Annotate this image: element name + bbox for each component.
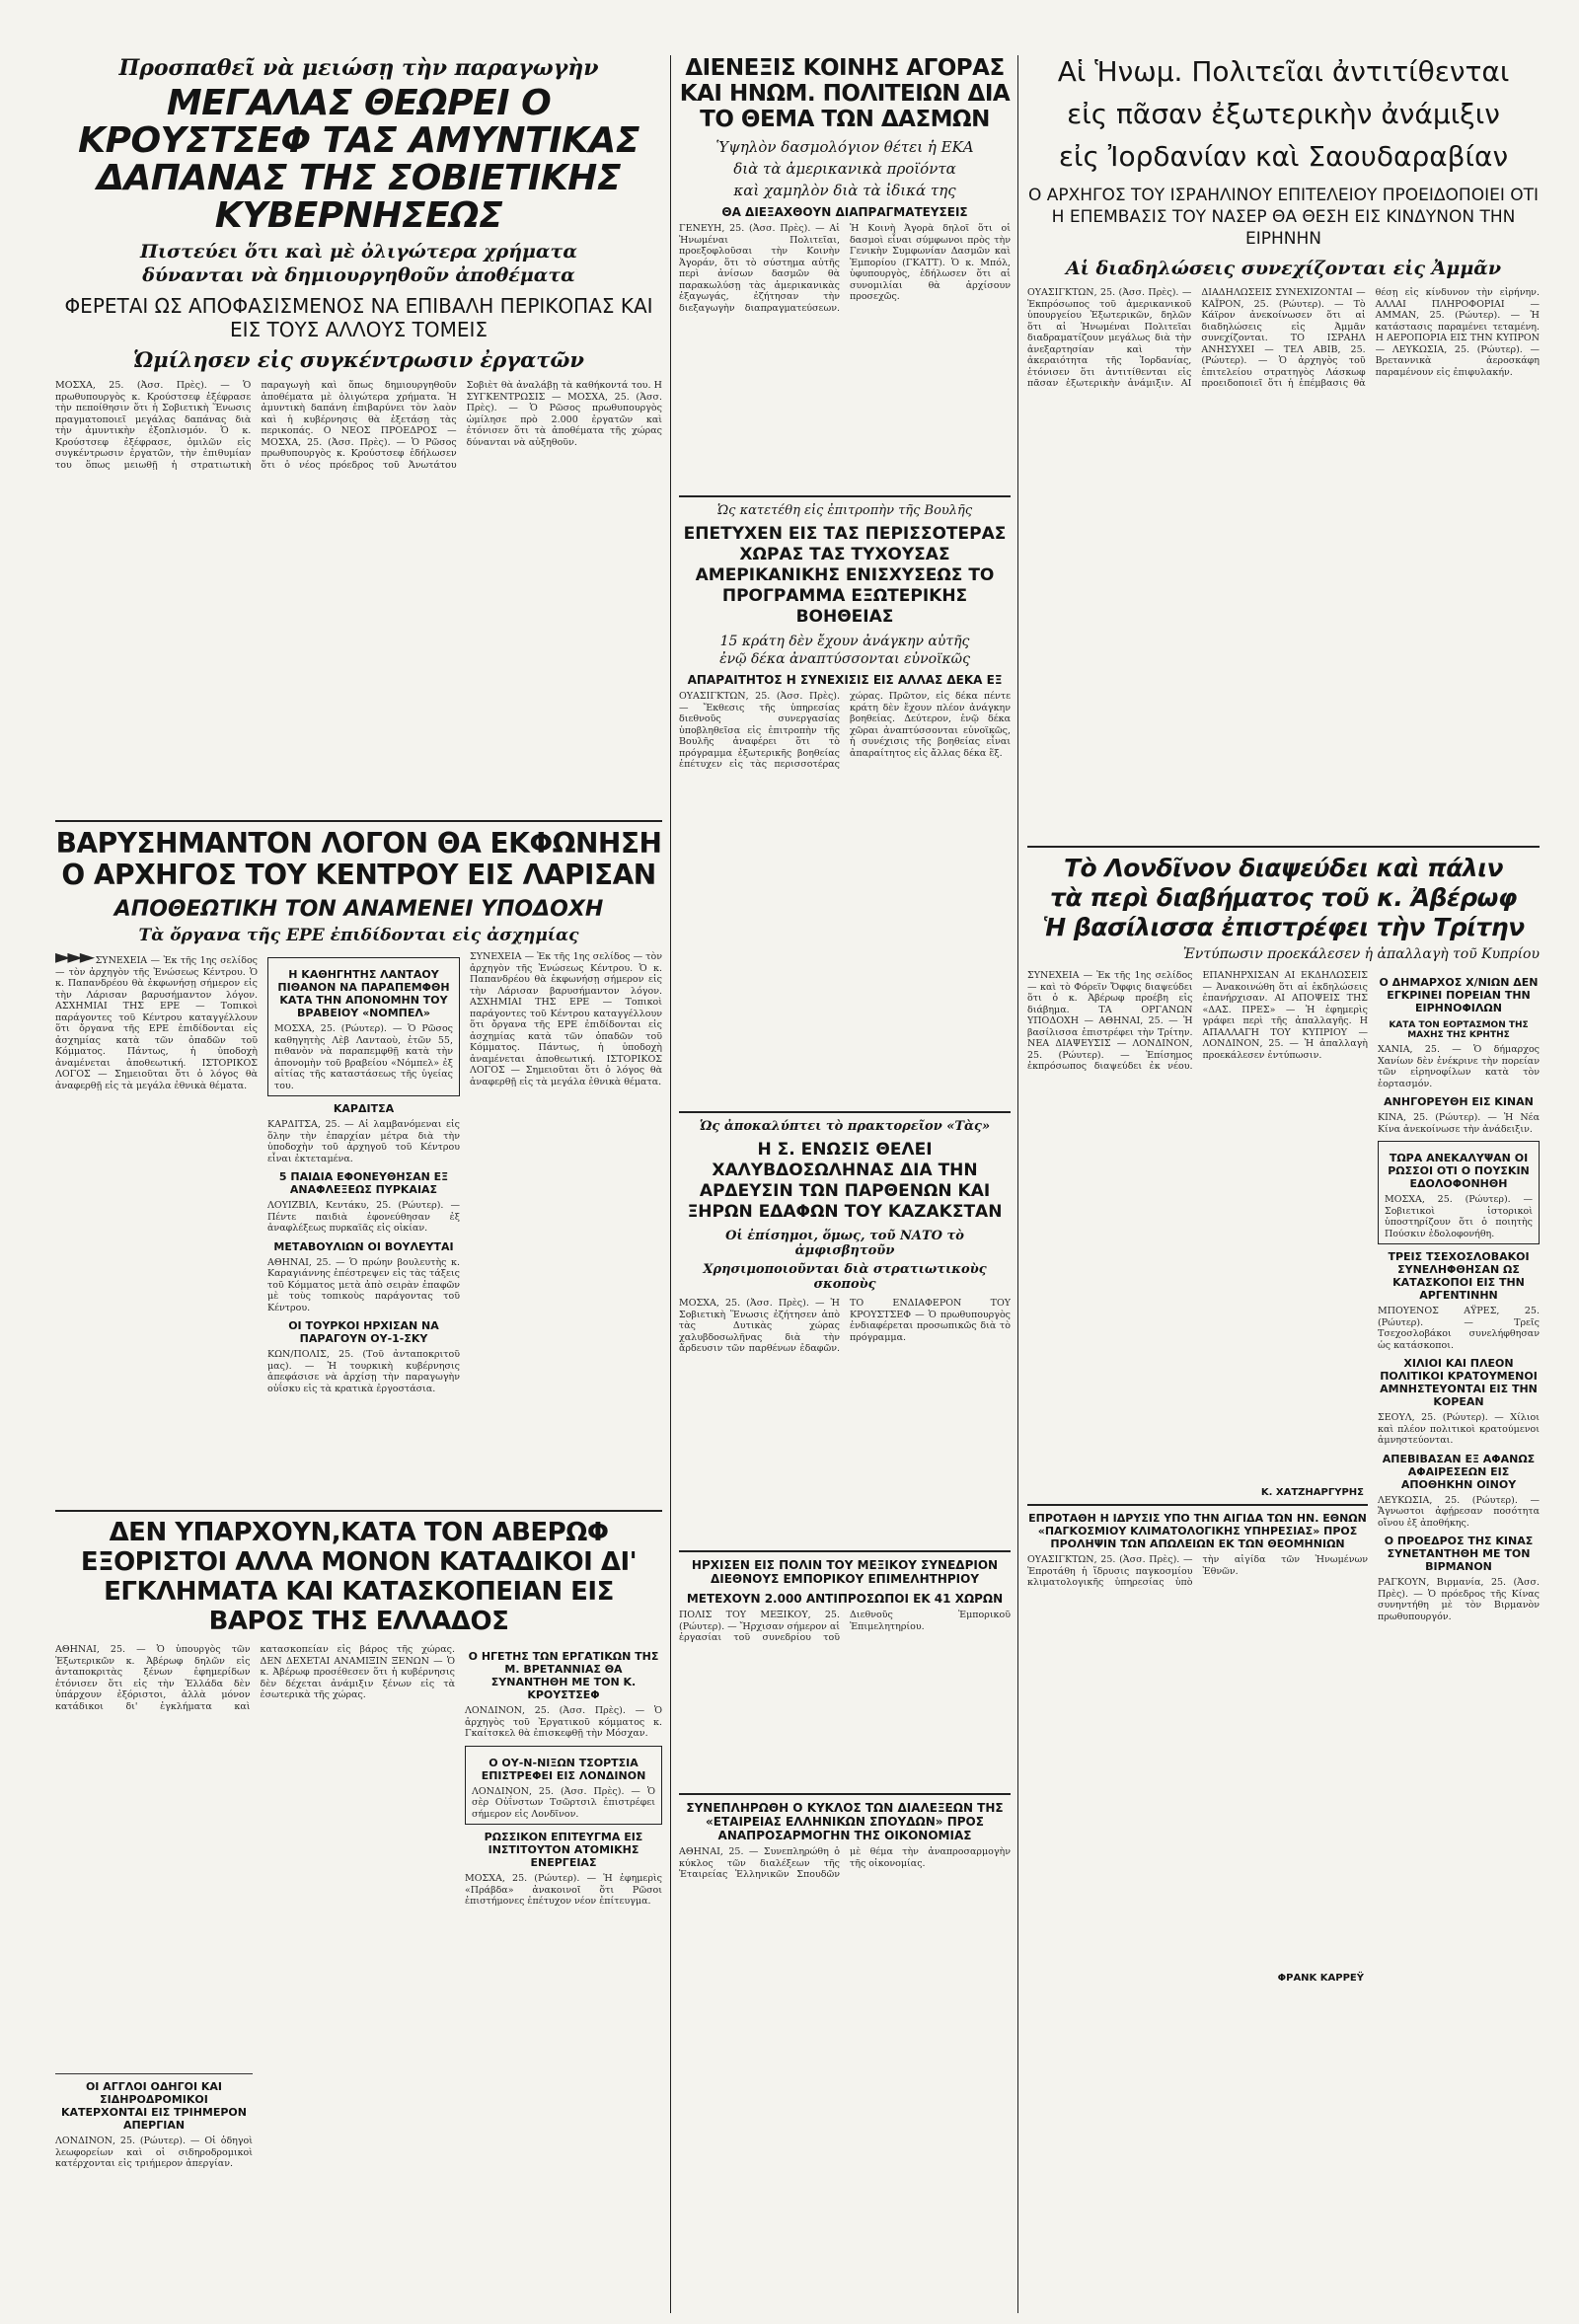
- weather-signature: ΦΡΑΝΚ ΚΑΡΡΕΫ: [1277, 1973, 1364, 1984]
- averof-article: ΑΘΗΝΑΙ, 25. — Ὁ ὑπουργὸς τῶν Ἐξωτερικῶν κ. Ἀβέρωφ δηλῶν εἰς ἀνταποκριτὰς ξένων ἐφημερίδων ἐτόνισεν ὅτι εἰς τὴν Ἑλλάδα δὲν ὑπάρχουν ἐξόριστοι, ἀλλὰ μόνον κατάδικοι δι' ἐγκλήματα καὶ κατασκοπείαν εἰς βάρος τῆς χώρας. ΔΕΝ ΔΕΧΕΤΑΙ ΑΝΑΜΙΞΙΝ ΞΕΝΩΝ — Ὁ κ. Ἀβέρωφ προσέθεσεν ὅτι ἡ κυβέρνησις δὲν δέχεται ἀνάμιξιν ξένων εἰς τὰ ἐσωτερικὰ τῆς χώρας.: [55, 1644, 455, 1712]
- mexico-deck: ΜΕΤΕΧΟΥΝ 2.000 ΑΝΤΙΠΡΟΣΩΠΟΙ ΕΚ 41 ΧΩΡΩΝ: [686, 1592, 1004, 1606]
- weather-article: ΟΥΑΣΙΓΚΤΩΝ, 25. (Ἀσσ. Πρὲς). — Ἐπροτάθη ἡ ἵδρυσις παγκοσμίου κλιματολογικῆς ὑπηρεσίας ὑπὸ τὴν αἰγίδα τῶν Ἡνωμένων Ἐθνῶν.: [1027, 1554, 1368, 1588]
- arrow-bullets-icon: ►►►: [55, 951, 93, 968]
- jordan-headline-1: Αἱ Ἡνωμ. Πολιτεῖαι ἀντιτίθενται: [1057, 55, 1510, 88]
- averof-section: [55, 1644, 662, 2276]
- column-rule-1: [670, 55, 671, 2313]
- tariffs-deck-4: ΘΑ ΔΙΕΞΑΧΘΟΥΝ ΔΙΑΠΡΑΓΜΑΤΕΥΣΕΙΣ: [721, 205, 968, 219]
- jordan-headline-3: εἰς Ἰορδανίαν καὶ Σαουδαραβίαν: [1058, 140, 1509, 173]
- atomic-article: ΜΟΣΧΑ, 25. (Ρώυτερ). — Ἡ ἐφημερὶς «Πράβδα» ἀνακοινοῖ ὅτι Ρῶσοι ἐπιστήμονες ἐπέτυχον νέον ἐπίτευγμα.: [465, 1873, 662, 1907]
- wine-headline: ΑΠΕΒΙΒΑΣΑΝ ΕΞ ΑΦΑΝΩΣ ΑΦΑΙΡΕΣΕΩΝ ΕΙΣ ΑΠΟΘΗΚΗΝ ΟΙΝΟΥ: [1382, 1452, 1536, 1491]
- divider: [55, 820, 662, 822]
- burma-article: ΡΑΓΚΟΥΝ, Βιρμανία, 25. (Ἀσσ. Πρὲς). — Ὁ πρόεδρος τῆς Κίνας συνηντήθη μὲ τὸν Βιρμανὸν πρωθυπουργόν.: [1378, 1577, 1540, 1622]
- kazakh-deck-2: Χρησιμοποιοῦνται διὰ στρατιωτικοὺς σκοποὺς: [703, 1262, 987, 1292]
- leader-headline: Ο ΗΓΕΤΗΣ ΤΩΝ ΕΡΓΑΤΙΚΩΝ ΤΗΣ Μ. ΒΡΕΤΑΝΝΙΑΣ ΘΑ ΣΥΝΑΝΤΗΘΗ ΜΕ ΤΟΝ Κ. ΚΡΟΥΣΤΣΕΦ: [468, 1650, 659, 1701]
- jordan-deck-1: Ο ΑΡΧΗΓΟΣ ΤΟΥ ΙΣΡΑΗΛΙΝΟΥ ΕΠΙΤΕΛΕΙΟΥ ΠΡΟΕΙΔΟΠΟΙΕΙ ΟΤΙ Η ΕΠΕΜΒΑΣΙΣ ΤΟΥ ΝΑΣΕΡ ΘΑ ΘΕΣΗ ΕΙΣ ΚΙΝΔΥΝΟΝ ΤΗΝ ΕΙΡΗΝΗΝ: [1027, 186, 1540, 249]
- column-right: [1027, 55, 1540, 2135]
- korea-article: ΣΕΟΥΛ, 25. (Ρώυτερ). — Χίλιοι καὶ πλέον πολιτικοὶ κρατούμενοι ἀμνηστεύονται.: [1378, 1412, 1540, 1446]
- pushkin-box: [1378, 1141, 1540, 1244]
- crete-headline: Ο ΔΗΜΑΡΧΟΣ Χ/ΝΙΩΝ ΔΕΝ ΕΓΚΡΙΝΕΙ ΠΟΡΕΙΑΝ ΤΗΝ ΕΙΡΗΝΟΦΙΛΩΝ: [1379, 976, 1539, 1014]
- china-headline: ΑΝΗΓΟΡΕΥΘΗ ΕΙΣ ΚΙΝΑΝ: [1384, 1095, 1534, 1108]
- jordan-deck-2: Αἱ διαδηλώσεις συνεχίζονται εἰς Ἀμμᾶν: [1065, 258, 1502, 279]
- tariffs-headline: ΔΙΕΝΕΞΙΣ ΚΟΙΝΗΣ ΑΓΟΡΑΣ ΚΑΙ ΗΝΩΜ. ΠΟΛΙΤΕΙΩΝ ΔΙΑ ΤΟ ΘΕΜΑ ΤΩΝ ΔΑΣΜΩΝ: [679, 55, 1011, 132]
- landau-article: ΜΟΣΧΑ, 25. (Ρώυτερ). — Ὁ Ρῶσος καθηγητὴς Λὲβ Λανταοὺ, ἐτῶν 55, πιθανὸν νὰ παραπεμφθῇ κατὰ τὴν ἀπονομὴν τοῦ βραβείου «Νόμπελ» ἐξ αἰτίας τῆς καταστάσεως τῆς ὑγείας του.: [274, 1023, 453, 1091]
- leroy-headline: ΒΑΡΥΣΗΜΑΝΤΟΝ ΛΟΓΟΝ ΘΑ ΕΚΦΩΝΗΣΗ Ο ΑΡΧΗΓΟΣ ΤΟΥ ΚΕΝΤΡΟΥ ΕΙΣ ΛΑΡΙΣΑΝ: [55, 827, 662, 891]
- turks-headline: ΟΙ ΤΟΥΡΚΟΙ ΗΡΧΙΣΑΝ ΝΑ ΠΑΡΑΓΟΥΝ ΟΥ-1-ΣΚΥ: [288, 1319, 439, 1345]
- divider: [1027, 846, 1540, 848]
- averof-headline: ΔΕΝ ΥΠΑΡΧΟΥΝ,ΚΑΤΑ ΤΟΝ ΑΒΕΡΩΦ ΕΞΟΡΙΣΤΟΙ ΑΛΛΑ ΜΟΝΟΝ ΚΑΤΑΔΙΚΟΙ ΔΙ' ΕΓΚΛΗΜΑΤΑ ΚΑΙ ΚΑΤΑΣΚΟΠΕΙΑΝ ΕΙΣ ΒΑΡΟΣ ΤΗΣ ΕΛΛΑΔΟΣ: [80, 1518, 638, 1636]
- london-section: [1027, 970, 1540, 2135]
- aid-headline: ΕΠΕΤΥΧΕΝ ΕΙΣ ΤΑΣ ΠΕΡΙΣΣΟΤΕΡΑΣ ΧΩΡΑΣ ΤΑΣ ΤΥΧΟΥΣΑΣ ΑΜΕΡΙΚΑΝΙΚΗΣ ΕΝΙΣΧΥΣΕΩΣ ΤΟ ΠΡΟΓΡΑΜΜΑ ΕΞΩΤΕΡΙΚΗΣ ΒΟΗΘΕΙΑΣ: [683, 524, 1007, 627]
- london-headline-3: Ἡ βασίλισσα ἐπιστρέφει τὴν Τρίτην: [1042, 913, 1525, 941]
- tariffs-deck-2: διὰ τὰ ἀμερικανικὰ προϊόντα: [733, 160, 956, 178]
- children-headline: 5 ΠΑΙΔΙΑ ΕΦΟΝΕΥΘΗΣΑΝ ΕΞ ΑΝΑΦΛΕΞΕΩΣ ΠΥΡΚΑΙΑΣ: [278, 1170, 449, 1196]
- rail-headline: ΟΙ ΑΓΓΛΟΙ ΟΔΗΓΟΙ ΚΑΙ ΣΙΔΗΡΟΔΡΟΜΙΚΟΙ ΚΑΤΕΡΧΟΝΤΑΙ ΕΙΣ ΤΡΙΗΜΕΡΟΝ ΑΠΕΡΓΙΑΝ: [61, 2080, 247, 2132]
- averof-side: [465, 1644, 662, 1908]
- weather-headline: ΕΠΡΟΤΑΘΗ Η ΙΔΡΥΣΙΣ ΥΠΟ ΤΗΝ ΑΙΓΙΔΑ ΤΩΝ ΗΝ. ΕΘΝΩΝ «ΠΑΓΚΟΣΜΙΟΥ ΚΛΙΜΑΤΟΛΟΓΙΚΗΣ ΥΠΗΡΕΣΙΑΣ» ΠΡΟΣ ΠΡΟΛΗΨΙΝ ΤΩΝ ΑΠΩΛΕΙΩΝ ΕΚ ΤΩΝ ΘΕΟΜΗΝΙΩΝ: [1028, 1512, 1367, 1550]
- leroy-deck-2: Τὰ ὄργανα τῆς ΕΡΕ ἐπιδίδονται εἰς ἀσχημίας: [138, 926, 579, 945]
- london-signature: Κ. ΧΑΤΖΗΑΡΓΥΡΗΣ: [1260, 1487, 1364, 1498]
- lectures-headline: ΣΥΝΕΠΛΗΡΩΘΗ Ο ΚΥΚΛΟΣ ΤΩΝ ΔΙΑΛΕΞΕΩΝ ΤΗΣ «ΕΤΑΙΡΕΙΑΣ ΕΛΛΗΝΙΚΩΝ ΣΠΟΥΔΩΝ» ΠΡΟΣ ΑΝΑΠΡΟΣΑΡΜΟΓΗΝ ΤΗΣ ΟΙΚΟΝΟΜΙΑΣ: [686, 1801, 1004, 1842]
- column-left: [55, 55, 662, 2276]
- aid-deck-2: ἐνῷ δέκα ἀναπτύσσονται εὐνοϊκῶς: [719, 651, 970, 667]
- nixon-article: ΛΟΝΔΙΝΟΝ, 25. (Ἀσσ. Πρὲς). — Ὁ σὲρ Οὐΐνστων Τσῶρτσιλ ἐπιστρέφει σήμερον εἰς Λονδῖνον.: [472, 1785, 655, 1820]
- leroy-section: [55, 951, 662, 1504]
- metavoulion-article: ΑΘΗΝΑΙ, 25. — Ὁ πρώην βουλευτὴς κ. Καραγιάννης ἐπέστρεψεν εἰς τὰς τάξεις τοῦ Κόμματος μετὰ ἀπὸ σειρὰν ἐπαφῶν μὲ τοὺς τοπικοὺς παράγοντας τοῦ Κέντρου.: [267, 1256, 460, 1313]
- rail-article: ΛΟΝΔΙΝΟΝ, 25. (Ρώυτερ). — Οἱ ὁδηγοὶ λεωφορείων καὶ οἱ σιδηροδρομικοὶ κατέρχονται εἰς τριήμερον ἀπεργίαν.: [55, 2136, 253, 2169]
- divider: [55, 2073, 253, 2074]
- burma-headline: Ο ΠΡΟΕΔΡΟΣ ΤΗΣ ΚΙΝΑΣ ΣΥΝΕΤΑΝΤΗΘΗ ΜΕ ΤΟΝ ΒΙΡΜΑΝΟΝ: [1384, 1535, 1534, 1573]
- divider: [679, 1550, 1011, 1552]
- kazakh-kicker: Ὡς ἀποκαλύπτει τὸ πρακτορεῖον «Τὰς»: [699, 1119, 991, 1134]
- aid-article: ΟΥΑΣΙΓΚΤΩΝ, 25. (Ἀσσ. Πρὲς). — Ἔκθεσις τῆς ὑπηρεσίας διεθνοῦς συνεργασίας ὑποβληθεῖσα εἰς ἐπιτροπὴν τῆς Βουλῆς ἀναφέρει ὅτι τὸ πρόγραμμα ἐξωτερικῆς βοηθείας ἐπέτυχεν εἰς τὰς περισσοτέρας χώρας. Πρῶτον, εἰς δέκα πέντε κράτη δὲν ἔχουν πλέον ἀνάγκην βοηθείας. Δεύτερον, ἐνῷ δέκα χῶραι ἀναπτύσσονται εὐνοϊκῶς, ἡ συνέχισις τῆς βοηθείας εἶναι ἀπαραίτητος εἰς ἄλλας δέκα ἕξ.: [679, 691, 1011, 770]
- crete-article: ΧΑΝΙΑ, 25. — Ὁ δήμαρχος Χανίων δὲν ἐνέκρινε τὴν πορείαν τῶν εἰρηνοφίλων κατὰ τὸν ἑορτασμόν.: [1378, 1044, 1540, 1089]
- kazakh-deck-1: Οἱ ἐπίσημοι, ὅμως, τοῦ ΝΑΤΟ τὸ ἀμφισβητοῦν: [725, 1229, 964, 1258]
- leroy-article: ►►► ΣΥΝΕΧΕΙΑ — Ἐκ τῆς 1ης σελίδος — τὸν ἀρχηγὸν τῆς Ἑνώσεως Κέντρου. Ὁ κ. Παπανδρέου θὰ ἐκφωνήσῃ σήμερον εἰς τὴν Λάρισαν βαρυσήμαντον λόγον. ΑΣΧΗΜΙΑΙ ΤΗΣ ΕΡΕ — Τοπικοὶ παράγοντες τοῦ Κέντρου καταγγέλλουν ὅτι ὄργανα τῆς ΕΡΕ ἐπιδίδονται εἰς ἀσχημίας κατὰ τῶν ὀπαδῶν τοῦ Κόμματος. Πάντως, ἡ ὑποδοχὴ ἀναμένεται ἀποθεωτική. ΙΣΤΟΡΙΚΟΣ ΛΟΓΟΣ — Σημειοῦται ὅτι ὁ λόγος θὰ ἀναφερθῇ εἰς τὰ μεγάλα ἐθνικὰ θέματα.: [55, 951, 258, 1504]
- column-middle: [679, 55, 1011, 2063]
- aid-kicker: Ὡς κατετέθη εἰς ἐπιτροπὴν τῆς Βουλῆς: [716, 503, 973, 518]
- metavoulion-headline: ΜΕΤΑΒΟΥΛΙΩΝ ΟΙ ΒΟΥΛΕΥΤΑΙ: [273, 1239, 454, 1253]
- side-stories: [267, 951, 460, 1394]
- landau-headline: Η ΚΑΘΗΓΗΤΗΣ ΛΑΝΤΑΟΥ ΠΙΘΑΝΟΝ ΝΑ ΠΑΡΑΠΕΜΦΘΗ ΚΑΤΑ ΤΗΝ ΑΠΟΝΟΜΗΝ ΤΟΥ ΒΡΑΒΕΙΟΥ «ΝΟΜΠΕΛ»: [277, 968, 450, 1019]
- pushkin-headline: ΤΩΡΑ ΑΝΕΚΑΛΥΨΑΝ ΟΙ ΡΩΣΣΟΙ ΟΤΙ Ο ΠΟΥΣΚΙΝ ΕΔΟΛΟΦΟΝΗΘΗ: [1388, 1152, 1530, 1190]
- karditsa-headline: ΚΑΡΔΙΤΣΑ: [333, 1102, 395, 1115]
- divider: [55, 1510, 662, 1512]
- tariffs-deck-1: Ὑψηλὸν δασμολόγιον θέτει ἡ ΕΚΑ: [715, 138, 974, 156]
- kazakh-article: ΜΟΣΧΑ, 25. (Ἀσσ. Πρὲς). — Ἡ Σοβιετικὴ Ἕνωσις ἐζήτησεν ἀπὸ τὰς Δυτικὰς χώρας χαλυβδοσωλῆνας διὰ τὴν ἄρδευσιν τῶν παρθένων ἐδαφῶν. ΤΟ ΕΝΔΙΑΦΕΡΟΝ ΤΟΥ ΚΡΟΥΣΤΣΕΦ — Ὁ πρωθυπουργὸς ἐνδιαφέρεται προσωπικῶς διὰ τὸ πρόγραμμα.: [679, 1298, 1011, 1354]
- jordan-headline-2: εἰς πᾶσαν ἐξωτερικὴν ἀνάμιξιν: [1067, 98, 1500, 130]
- children-article: ΛΟΥΙΖΒΙΛ, Κεντάκυ, 25. (Ρώυτερ). — Πέντε παιδιὰ ἐφονεύθησαν ἐξ ἀναφλέξεως πυρκαϊᾶς εἰς οἰκίαν.: [267, 1200, 460, 1234]
- kazakh-headline: Η Σ. ΕΝΩΣΙΣ ΘΕΛΕΙ ΧΑΛΥΒΔΟΣΩΛΗΝΑΣ ΔΙΑ ΤΗΝ ΑΡΔΕΥΣΙΝ ΤΩΝ ΠΑΡΘΕΝΩΝ ΚΑΙ ΞΗΡΩΝ ΕΔΑΦΩΝ ΤΟΥ ΚΑΖΑΚΣΤΑΝ: [687, 1140, 1003, 1222]
- london-deck: Ἐντύπωσιν προεκάλεσεν ἡ ἀπαλλαγὴ τοῦ Κυπρίου: [1182, 946, 1540, 962]
- london-article-block: [1027, 970, 1368, 1987]
- argentina-headline: ΤΡΕΙΣ ΤΣΕΧΟΣΛΟΒΑΚΟΙ ΣΥΝΕΛΗΦΘΗΣΑΝ ΩΣ ΚΑΤΑΣΚΟΠΟΙ ΕΙΣ ΤΗΝ ΑΡΓΕΝΤΙΝΗΝ: [1388, 1250, 1530, 1302]
- aid-deck-1: 15 κράτη δὲν ἔχουν ἀνάγκην αὐτῆς: [719, 634, 970, 649]
- rail-story: [55, 2068, 253, 2170]
- tariffs-deck-3: καὶ χαμηλὸν διὰ τὰ ἰδικά της: [733, 182, 956, 199]
- mexico-headline: ΗΡΧΙΣΕΝ ΕΙΣ ΠΟΛΙΝ ΤΟΥ ΜΕΞΙΚΟΥ ΣΥΝΕΔΡΙΟΝ ΔΙΕΘΝΟΥΣ ΕΜΠΟΡΙΚΟΥ ΕΠΙΜΕΛΗΤΗΡΙΟΥ: [691, 1558, 999, 1586]
- tariffs-article: ΓΕΝΕΥΗ, 25. (Ἀσσ. Πρὲς). — Αἱ Ἡνωμέναι Πολιτεῖαι, προεξοφλοῦσαι τὴν Κοινὴν Ἀγοράν, ὅτι τὸ σύστημα αὐτῆς περὶ ἀνίσων δασμῶν θὰ παρακωλύσῃ τὰς ἀμερικανικὰς ἐξαγωγάς, ἐζήτησαν τὴν διεξαγωγὴν διαπραγματεύσεων. Ἡ Κοινὴ Ἀγορὰ δηλοῖ ὅτι οἱ δασμοὶ εἶναι σύμφωνοι πρὸς τὴν Γενικὴν Συμφωνίαν Δασμῶν καὶ Ἐμπορίου (ΓΚΑΤΤ). Ὁ κ. Μπόλ, ὑφυπουργὸς, ἐδήλωσεν ὅτι αἱ συνομιλίαι θὰ ἀρχίσουν προσεχῶς.: [679, 223, 1011, 314]
- divider: [1027, 1504, 1368, 1506]
- london-article: ΣΥΝΕΧΕΙΑ — Ἐκ τῆς 1ης σελίδος — καὶ τὸ Φόρεϊν Ὄφφις διαψεύδει ὅτι ὁ κ. Ἀβέρωφ προέβη εἰς διάβημα. ΤΑ ΟΡΓΑΝΩΝ ΥΠΟΔΟΧΗ — ΑΘΗΝΑΙ, 25. — Ἡ βασίλισσα ἐπιστρέφει τὴν Τρίτην. ΝΕΑ ΔΙΑΨΕΥΣΙΣ — ΛΟΝΔΙΝΟΝ, 25. (Ρώυτερ). — Ἐπίσημος ἐκπρόσωπος διαψεύδει ἐκ νέου. ΕΠΑΝΗΡΧΙΣΑΝ ΑΙ ΕΚΔΗΛΩΣΕΙΣ — Ἀνακοινώθη ὅτι αἱ ἐκδηλώσεις ἐπανήρχισαν. ΑΙ ΑΠΟΨΕΙΣ ΤΗΣ «ΔΑΣ. ΠΡΕΣ» — Ἡ ἐφημερὶς γράφει περὶ τῆς ἀπαλλαγῆς. Η ΑΠΑΛΛΑΓΗ ΤΟΥ ΚΥΠΡΙΟΥ — ΛΟΝΔΙΝΟΝ, 25. — Ἡ ἀπαλλαγὴ προεκάλεσεν ἐντύπωσιν.: [1027, 970, 1368, 1072]
- wine-article: ΛΕΥΚΩΣΙΑ, 25. (Ρώυτερ). — Ἄγνωστοι ἀφῄρεσαν ποσότητα οἴνου ἐξ ἀποθήκης.: [1378, 1494, 1540, 1529]
- london-headline-2: τὰ περὶ διαβήματος τοῦ κ. Ἀβέρωφ: [1050, 883, 1517, 912]
- china-article: ΚΙΝΑ, 25. (Ρώυτερ). — Ἡ Νέα Κίνα ἀνεκοίνωσε τὴν ἀνάδειξιν.: [1378, 1112, 1540, 1135]
- leader-article: ΛΟΝΔΙΝΟΝ, 25. (Ἀσσ. Πρὲς). — Ὁ ἀρχηγὸς τοῦ Ἐργατικοῦ κόμματος κ. Γκαίτσκελ θὰ ἐπισκεφθῇ τὴν Μόσχαν.: [465, 1705, 662, 1739]
- jordan-article: ΟΥΑΣΙΓΚΤΩΝ, 25. (Ἀσσ. Πρὲς). — Ἐκπρόσωπος τοῦ ἀμερικανικοῦ ὑπουργείου Ἐξωτερικῶν, δηλῶν ὅτι αἱ Ἡνωμέναι Πολιτεῖαι διαδραματίζουν μεγάλως διὰ τὴν ἀνεξαρτησίαν καὶ τὴν ἀκεραιότητα τῆς Ἰορδανίας, ἐτόνισεν ὅτι ἀντιτίθενται εἰς πᾶσαν ἐξωτερικὴν ἀνάμιξιν. ΑΙ ΔΙΑΔΗΛΩΣΕΙΣ ΣΥΝΕΧΙΖΟΝΤΑΙ — ΚΑΪΡΟΝ, 25. (Ρώυτερ). — Τὸ Κάϊρον ἀνεκοίνωσεν ὅτι αἱ διαδηλώσεις εἰς Ἀμμᾶν συνεχίζονται. ΤΟ ΙΣΡΑΗΛ ΑΝΗΣΥΧΕΙ — ΤΕΛ ΑΒΙΒ, 25. (Ρώυτερ). — Ὁ ἀρχηγὸς τοῦ ἐπιτελείου στρατηγὸς Λάσκωφ προειδοποιεῖ ὅτι ἡ ἐπέμβασις θὰ θέσῃ εἰς κίνδυνον τὴν εἰρήνην. ΑΛΛΑΙ ΠΛΗΡΟΦΟΡΙΑΙ — ΑΜΜΑΝ, 25. (Ρώυτερ). — Ἡ κατάστασις παραμένει τεταμένη. Η ΑΕΡΟΠΟΡΙΑ ΕΙΣ ΤΗΝ ΚΥΠΡΟΝ — ΛΕΥΚΩΣΙΑ, 25. (Ρώυτερ). — Βρεταννικὰ ἀεροσκάφη παραμένουν εἰς ἐπιφυλακήν.: [1027, 287, 1540, 389]
- landau-box: [267, 957, 460, 1096]
- pushkin-article: ΜΟΣΧΑ, 25. (Ρώυτερ). — Σοβιετικοὶ ἱστορικοὶ ὑποστηρίζουν ὅτι ὁ ποιητὴς Πούσκιν ἐδολοφονήθη.: [1385, 1194, 1533, 1239]
- newspaper-page: [55, 55, 1540, 2313]
- crete-subhead: ΚΑΤΑ ΤΟΝ ΕΟΡΤΑΣΜΟΝ ΤΗΣ ΜΑΧΗΣ ΤΗΣ ΚΡΗΤΗΣ: [1389, 1020, 1529, 1040]
- korea-headline: ΧΙΛΙΟΙ ΚΑΙ ΠΛΕΟΝ ΠΟΛΙΤΙΚΟΙ ΚΡΑΤΟΥΜΕΝΟΙ ΑΜΝΗΣΤΕΥΟΝΤΑΙ ΕΙΣ ΤΗΝ ΚΟΡΕΑΝ: [1380, 1357, 1538, 1408]
- nixon-headline: Ο ΟΥ-Ν-ΝΙΞΩΝ ΤΣΟΡΤΣΙΑ ΕΠΙΣΤΡΕΦΕΙ ΕΙΣ ΛΟΝΔΙΝΟΝ: [481, 1756, 646, 1782]
- london-headline-1: Τὸ Λονδῖνον διαψεύδει καὶ πάλιν: [1063, 854, 1504, 882]
- nixon-box: [465, 1746, 662, 1826]
- krushchev-headline: ΜΕΓΑΛΑΣ ΘΕΩΡΕΙ Ο ΚΡΟΥΣΤΣΕΦ ΤΑΣ ΑΜΥΝΤΙΚΑΣ ΔΑΠΑΝΑΣ ΤΗΣ ΣΟΒΙΕΤΙΚΗΣ ΚΥΒΕΡΝΗΣΕΩΣ: [78, 83, 639, 236]
- krushchev-deck-2: δύνανται νὰ δημιουργηθοῦν ἀποθέματα: [142, 264, 575, 286]
- lectures-article: ΑΘΗΝΑΙ, 25. — Συνεπληρώθη ὁ κύκλος τῶν διαλέξεων τῆς Ἑταιρείας Ἑλληνικῶν Σπουδῶν μὲ θέμα τὴν ἀναπροσαρμογὴν τῆς οἰκονομίας.: [679, 1846, 1011, 1880]
- right-briefs: [1378, 970, 1540, 1622]
- karditsa-article: ΚΑΡΔΙΤΣΑ, 25. — Αἱ λαμβανόμεναι εἰς ὅλην τὴν ἐπαρχίαν μέτρα διὰ τὴν ὑποδοχὴν τοῦ ἀρχηγοῦ τοῦ Κέντρου εἶναι ἐκτεταμένα.: [267, 1119, 460, 1164]
- krushchev-deck-4: Ὡμίλησεν εἰς συγκέντρωσιν ἐργατῶν: [133, 347, 584, 372]
- divider: [679, 495, 1011, 497]
- krushchev-article: ΜΟΣΧΑ, 25. (Ἀσσ. Πρὲς). — Ὁ πρωθυπουργὸς κ. Κρούστσεφ ἐξέφρασε τὴν πεποίθησιν ὅτι ἡ Σοβιετικὴ Ἕνωσις πραγματοποιεῖ μεγάλας δαπάνας διὰ τὴν ἀμυντικὴν ἐξοπλισμόν. Ὁ κ. Κρούστσεφ ἐξέφρασε, ὁμιλῶν εἰς συγκέντρωσιν ἐργατῶν, τὴν ἐπιθυμίαν του ὅπως μειωθῇ ἡ στρατιωτικὴ παραγωγὴ καὶ ὅπως δημιουργηθοῦν ἀποθέματα μὲ ὀλιγώτερα χρήματα. Ἡ ἀμυντικὴ δαπάνη ἐπιβαρύνει τὸν λαὸν καὶ ἡ κυβέρνησις θὰ ἐξετάσῃ τὰς περικοπάς. Ο ΝΕΟΣ ΠΡΟΕΔΡΟΣ — ΜΟΣΧΑ, 25. (Ἀσσ. Πρὲς). — Ὁ Ρῶσος πρωθυπουργὸς κ. Κρούστσεφ ἐδήλωσεν ὅτι ὁ νέος πρόεδρος τοῦ Ἀνωτάτου Σοβιὲτ θὰ ἀναλάβῃ τὰ καθήκοντά του. Η ΣΥΓΚΕΝΤΡΩΣΙΣ — ΜΟΣΧΑ, 25. (Ἀσσ. Πρὲς). — Ὁ Ρῶσος πρωθυπουργὸς ὡμίλησε πρὸ 2.000 ἐργατῶν καὶ ἐτόνισεν ὅτι τὰ ἀποθέματα τῆς χώρας δύνανται νὰ αὐξηθοῦν.: [55, 380, 662, 471]
- atomic-headline: ΡΩΣΣΙΚΟΝ ΕΠΙΤΕΥΓΜΑ ΕΙΣ ΙΝΣΤΙΤΟΥΤΟΝ ΑΤΟΜΙΚΗΣ ΕΝΕΡΓΕΙΑΣ: [484, 1831, 643, 1869]
- argentina-article: ΜΠΟΥΕΝΟΣ ΑΫΡΕΣ, 25. (Ρώυτερ). — Τρεῖς Τσεχοσλοβάκοι συνελήφθησαν ὡς κατάσκοποι.: [1378, 1306, 1540, 1351]
- leroy-deck-1: ΑΠΟΘΕΩΤΙΚΗ ΤΟΝ ΑΝΑΜΕΝΕΙ ΥΠΟΔΟΧΗ: [113, 897, 604, 922]
- krushchev-deck-1: Πιστεύει ὅτι καὶ μὲ ὀλιγώτερα χρήματα: [140, 241, 577, 262]
- mexico-article: ΠΟΛΙΣ ΤΟΥ ΜΕΞΙΚΟΥ, 25. (Ρώυτερ). — Ἤρχισαν σήμερον αἱ ἐργασίαι τοῦ συνεδρίου τοῦ Διεθνοῦς Ἐμπορικοῦ Ἐπιμελητηρίου.: [679, 1610, 1011, 1643]
- krushchev-deck-3: ΦΕΡΕΤΑΙ ΩΣ ΑΠΟΦΑΣΙΣΜΕΝΟΣ ΝΑ ΕΠΙΒΑΛΗ ΠΕΡΙΚΟΠΑΣ ΚΑΙ ΕΙΣ ΤΟΥΣ ΑΛΛΟΥΣ ΤΟΜΕΙΣ: [64, 294, 653, 341]
- leroy-article-continued: ΣΥΝΕΧΕΙΑ — Ἐκ τῆς 1ης σελίδος — τὸν ἀρχηγὸν τῆς Ἑνώσεως Κέντρου. Ὁ κ. Παπανδρέου θὰ ἐκφωνήσῃ σήμερον εἰς τὴν Λάρισαν βαρυσήμαντον λόγον. ΑΣΧΗΜΙΑΙ ΤΗΣ ΕΡΕ — Τοπικοὶ παράγοντες τοῦ Κέντρου καταγγέλλουν ὅτι ὄργανα τῆς ΕΡΕ ἐπιδίδονται εἰς ἀσχημίας κατὰ τῶν ὀπαδῶν τοῦ Κόμματος. Πάντως, ἡ ὑποδοχὴ ἀναμένεται ἀποθεωτική. ΙΣΤΟΡΙΚΟΣ ΛΟΓΟΣ — Σημειοῦται ὅτι ὁ λόγος θὰ ἀναφερθῇ εἰς τὰ μεγάλα ἐθνικὰ θέματα.: [470, 951, 662, 1087]
- divider: [679, 1111, 1011, 1113]
- turks-article: ΚΩΝ/ΠΟΛΙΣ, 25. (Τοῦ ἀνταποκριτοῦ μας). — Ἡ τουρκικὴ κυβέρνησις ἀπεφάσισε νὰ ἀρχίσῃ τὴν παραγωγὴν οὐΐσκυ εἰς τὰ κρατικὰ ἐργοστάσια.: [267, 1349, 460, 1394]
- aid-deck-3: ΑΠΑΡΑΙΤΗΤΟΣ Η ΣΥΝΕΧΙΣΙΣ ΕΙΣ ΑΛΛΑΣ ΔΕΚΑ ΕΞ: [687, 673, 1003, 687]
- krushchev-kicker: Προσπαθεῖ νὰ μειώσῃ τὴν παραγωγὴν: [118, 55, 599, 81]
- column-rule-2: [1017, 55, 1018, 2313]
- divider: [679, 1793, 1011, 1795]
